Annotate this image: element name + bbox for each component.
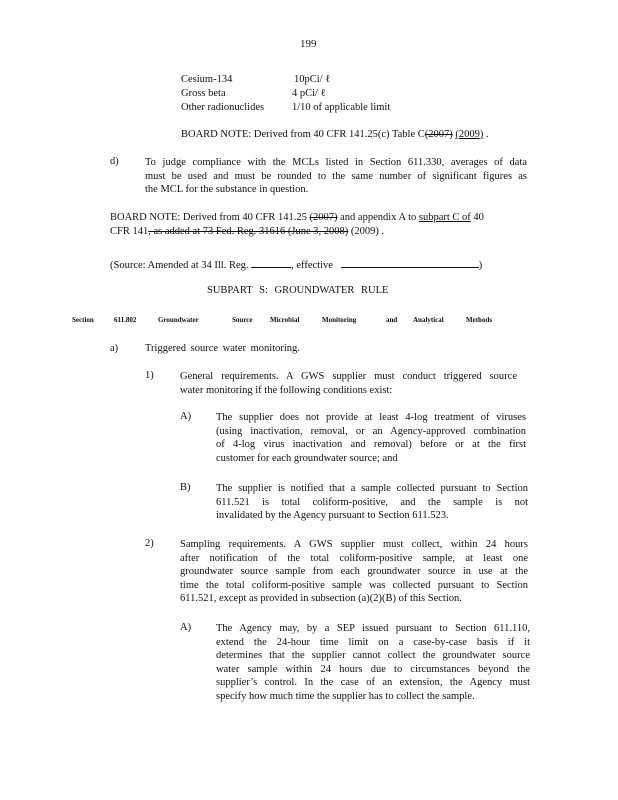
text-line: 611.521 is total coliform-positive, and the sample is not bbox=[216, 496, 528, 508]
para-2-text bbox=[180, 538, 528, 606]
text-line: water sample within 24 hours due to circumstances beyond the bbox=[216, 663, 530, 675]
section-heading-word: Microbial bbox=[270, 316, 300, 324]
board-note-2-line-2 bbox=[110, 226, 384, 237]
source-suffix: ) bbox=[478, 260, 483, 271]
punctuation: . bbox=[486, 129, 489, 140]
para-d-label: d) bbox=[110, 156, 119, 167]
text-line: extend the 24-hour time limit on a case-by-case basis if it bbox=[216, 636, 530, 648]
section-heading-word: Section bbox=[72, 316, 94, 324]
board-note-text: BOARD NOTE: Derived from 40 CFR 141.25(c) Table C bbox=[181, 129, 425, 140]
struck-text: , as added at 73 Fed. Reg. 31616 (June 3, 2008) bbox=[148, 226, 349, 237]
para-1a-text bbox=[216, 411, 526, 465]
radionuclide-name: Gross beta bbox=[181, 88, 226, 99]
text-line: 611.521, except as provided in subsection (a)(2)(B) of this Section. bbox=[180, 593, 462, 605]
text-line: groundwater source sample from each groundwater source in use at the bbox=[180, 566, 528, 578]
struck-text: (2007) bbox=[424, 129, 453, 140]
text-line: The supplier is notified that a sample collected pursuant to Section bbox=[216, 483, 528, 494]
board-note-text: BOARD NOTE: Derived from 40 CFR 141.25 bbox=[110, 212, 307, 223]
text-line: must be used and must be rounded to the same number of significant figures as bbox=[145, 170, 527, 182]
text-line: specify how much time the supplier has to collect the sample. bbox=[216, 690, 475, 702]
board-note-text: 40 bbox=[473, 212, 484, 223]
section-heading-word: Source bbox=[232, 316, 253, 324]
para-1-text bbox=[180, 370, 517, 397]
para-1b-label: B) bbox=[180, 482, 191, 493]
text-line: General requirements. A GWS supplier must conduct triggered source bbox=[180, 371, 517, 382]
section-heading-word: Monitoring bbox=[322, 316, 357, 324]
para-a-text: Triggered source water monitoring. bbox=[145, 343, 300, 354]
board-note-1 bbox=[181, 129, 489, 140]
source-prefix: (Source: Amended at 34 Ill. Reg. bbox=[110, 260, 249, 271]
text-line: supplier’s control. In the case of an extension, the Agency must bbox=[216, 677, 530, 689]
underlined-text: (2009) bbox=[455, 129, 484, 140]
para-d-text bbox=[145, 156, 527, 197]
para-2a-label: A) bbox=[180, 622, 192, 633]
para-2-label: 2) bbox=[145, 538, 154, 549]
text-line: The supplier does not provide at least 4-log treatment of viruses bbox=[216, 412, 526, 423]
section-heading bbox=[72, 316, 492, 330]
underlined-text: subpart C of bbox=[418, 212, 471, 223]
page-number: 199 bbox=[300, 38, 317, 50]
section-heading-word: Analytical bbox=[413, 316, 444, 324]
para-2a-text bbox=[216, 622, 530, 704]
text-line: water monitoring if the following conditions exist: bbox=[180, 384, 393, 396]
board-note-text: and appendix A to bbox=[340, 212, 417, 223]
para-1b-text bbox=[216, 482, 528, 523]
blank-line bbox=[251, 257, 291, 268]
text-line: customer for each groundwater source; and bbox=[216, 452, 398, 464]
radionuclide-name: Cesium-134 bbox=[181, 74, 233, 85]
text-line: Sampling requirements. A GWS supplier must collect, within 24 hours bbox=[180, 539, 528, 550]
section-heading-word: Groundwater bbox=[158, 316, 199, 324]
radionuclide-limit: 10pCi/ ℓ bbox=[294, 74, 331, 85]
text-line: determines that the supplier cannot collect the groundwater source bbox=[216, 650, 530, 662]
board-note-text: CFR 141 bbox=[110, 226, 149, 237]
text-line: (using inactivation, removal, or an Agency-approved combination bbox=[216, 425, 526, 437]
radionuclide-limit: 4 pCi/ ℓ bbox=[292, 88, 326, 99]
text-line: the MCL for the substance in question. bbox=[145, 184, 309, 196]
subpart-title: SUBPART S: GROUNDWATER RULE bbox=[207, 285, 389, 296]
struck-text: (2007) bbox=[309, 212, 338, 223]
radionuclide-limit: 1/10 of applicable limit bbox=[292, 102, 391, 113]
section-heading-word: and bbox=[386, 316, 398, 324]
para-a-label: a) bbox=[110, 343, 119, 354]
section-heading-word: Methods bbox=[466, 316, 493, 324]
text-line: after notification of the total coliform-positive sample, at least one bbox=[180, 552, 528, 564]
text-line: time the total coliform-positive sample was collected pursuant to Section bbox=[180, 579, 528, 591]
text-line: To judge compliance with the MCLs listed in Section 611.330, averages of data bbox=[145, 157, 527, 168]
blank-line bbox=[341, 257, 479, 268]
board-note-2-line-1 bbox=[110, 212, 484, 223]
source-middle: , effective bbox=[291, 260, 333, 271]
text-line: invalidated by the Agency pursuant to Section 611.523. bbox=[216, 510, 449, 522]
board-note-text: (2009) . bbox=[350, 226, 385, 237]
radionuclide-name: Other radionuclides bbox=[181, 102, 265, 113]
para-1a-label: A) bbox=[180, 411, 192, 422]
text-line: of 4-log virus inactivation and removal) before or at the first bbox=[216, 439, 526, 451]
section-heading-word: 611.802 bbox=[114, 316, 137, 324]
source-line bbox=[110, 257, 482, 271]
text-line: The Agency may, by a SEP issued pursuant to Section 611.110, bbox=[216, 623, 530, 634]
para-1-label: 1) bbox=[145, 370, 154, 381]
